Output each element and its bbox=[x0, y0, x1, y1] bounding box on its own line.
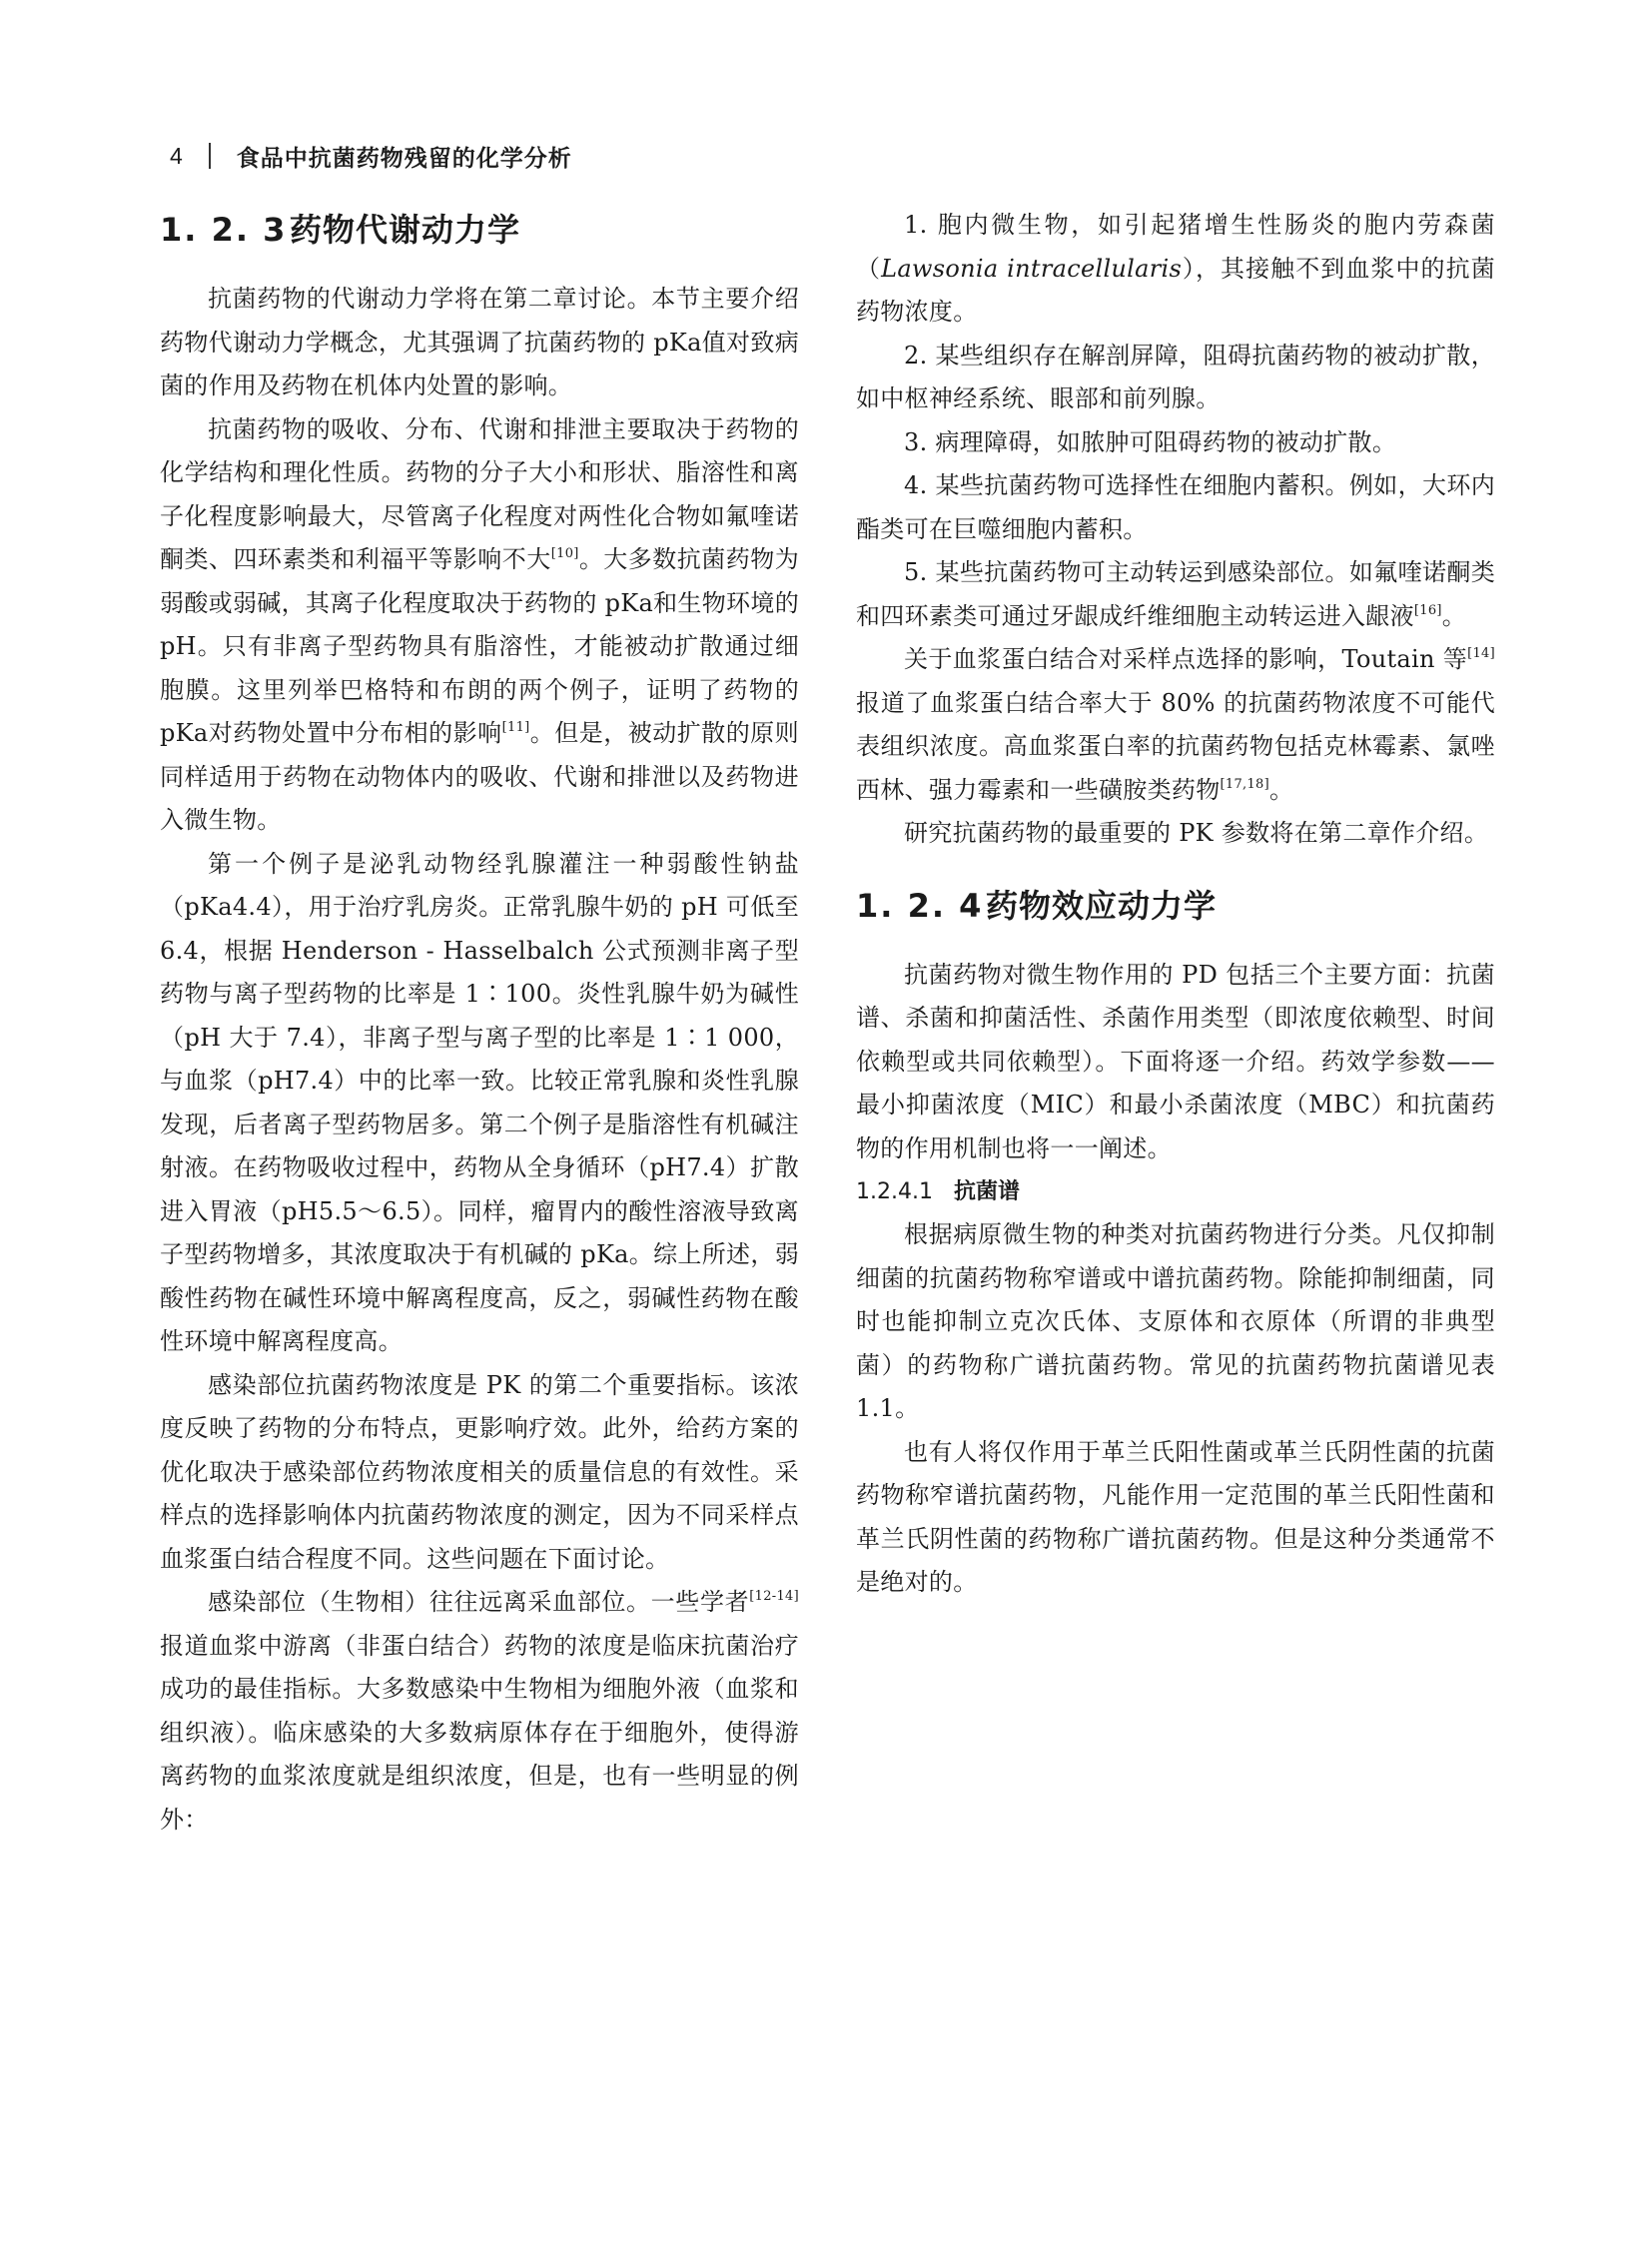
left-column bbox=[160, 204, 799, 1842]
citation: [11] bbox=[501, 720, 530, 735]
header-divider bbox=[209, 143, 211, 169]
section-title: 药物代谢动力学 bbox=[290, 211, 521, 249]
paragraph: 关于血浆蛋白结合对采样点选择的影响，Toutain 等[14]报道了血浆蛋白结合率大于 80% 的抗菌药物浓度不可能代表组织浓度。高血浆蛋白率的抗菌药物包括克林霉素、氯唑西林、强力霉素和一些磺胺类药物[17,18]。 bbox=[856, 645, 1495, 804]
section-heading-1-2-4 bbox=[856, 880, 1495, 932]
paragraph: 抗菌药物对微生物作用的 PD 包括三个主要方面：抗菌谱、杀菌和抑菌活性、杀菌作用类型（即浓度依赖型、时间依赖型或共同依赖型）。下面将逐一介绍。药效学参数——最小抑菌浓度（MIC）和最小杀菌浓度（MBC）和抗菌药物的作用机制也将一一阐述。 bbox=[856, 960, 1495, 1162]
species-name: Lawsonia intracellularis bbox=[881, 254, 1183, 283]
paragraph: 抗菌药物的代谢动力学将在第二章讨论。本节主要介绍药物代谢动力学概念，尤其强调了抗菌药物的 pKa值对致病菌的作用及药物在机体内处置的影响。 bbox=[160, 285, 799, 399]
list-item: 2. 某些组织存在解剖屏障，阻碍抗菌药物的被动扩散，如中枢神经系统、眼部和前列腺。 bbox=[856, 341, 1495, 412]
paragraph: 根据病原微生物的种类对抗菌药物进行分类。凡仅抑制细菌的抗菌药物称窄谱或中谱抗菌药物。除能抑制细菌，同时也能抑制立克次氏体、支原体和衣原体（所谓的非典型菌）的药物称广谱抗菌药物。常见的抗菌药物抗菌谱见表 1.1。 bbox=[856, 1220, 1495, 1422]
paragraph: 感染部位抗菌药物浓度是 PK 的第二个重要指标。该浓度反映了药物的分布特点，更影响疗效。此外，给药方案的优化取决于感染部位药物浓度相关的质量信息的有效性。采样点的选择影响体内抗菌药物浓度的测定，因为不同采样点血浆蛋白结合程度不同。这些问题在下面讨论。 bbox=[160, 1370, 799, 1573]
section-title: 药物效应动力学 bbox=[986, 886, 1218, 925]
paragraph: 也有人将仅作用于革兰氏阳性菌或革兰氏阴性菌的抗菌药物称窄谱抗菌药物，凡能作用一定范围的革兰氏阳性菌和革兰氏阴性菌的药物称广谱抗菌药物。但是这种分类通常不是绝对的。 bbox=[856, 1437, 1495, 1596]
section-number: 1. 2. 3 bbox=[160, 211, 288, 249]
paragraph: 抗菌药物的吸收、分布、代谢和排泄主要取决于药物的化学结构和理化性质。药物的分子大小和形状、脂溶性和离子化程度影响最大，尽管离子化程度对两性化合物如氟喹诺酮类、四环素类和利福平等影响不大[10]。大多数抗菌药物为弱酸或弱碱，其离子化程度取决于药物的 pKa和生物环境的 pH。只有非离子型药物具有脂溶性，才能被动扩散通过细胞膜。这里列举巴格特和布朗的两个例子，证明了药物的 pKa对药物处置中分布相的影响[11]。但是，被动扩散的原则同样适用于药物在动物体内的吸收、代谢和排泄以及药物进入微生物。 bbox=[160, 414, 799, 834]
section-heading-1-2-3 bbox=[160, 204, 799, 256]
list-item: 1. 胞内微生物，如引起猪增生性肠炎的胞内劳森菌（Lawsonia intracellularis），其接触不到血浆中的抗菌药物浓度。 bbox=[856, 211, 1495, 326]
subsection-number: 1.2.4.1 bbox=[856, 1179, 933, 1204]
paragraph: 第一个例子是泌乳动物经乳腺灌注一种弱酸性钠盐（pKa4.4），用于治疗乳房炎。正常乳腺牛奶的 pH 可低至 6.4，根据 Henderson - Hasselbalch 公式预测非离子型药物与离子型药物的比率是 1∶100。炎性乳腺牛奶为碱性（pH 大于 7.4），非离子型与离子型的比率是 1∶1 000，与血浆（pH7.4）中的比率一致。比较正常乳腺和炎性乳腺发现，后者离子型药物居多。第二个例子是脂溶性有机碱注射液。在药物吸收过程中，药物从全身循环（pH7.4）扩散进入胃液（pH5.5～6.5）。同样，瘤胃内的酸性溶液导致离子型药物增多，其浓度取决于有机碱的 pKa。综上所述，弱酸性药物在碱性环境中解离程度高，反之，弱碱性药物在酸性环境中解离程度高。 bbox=[160, 849, 799, 1355]
subsection-heading-1-2-4-1 bbox=[856, 1170, 1495, 1213]
list-item: 5. 某些抗菌药物可主动转运到感染部位。如氟喹诺酮类和四环素类可通过牙龈成纤维细胞主动转运进入龈液[16]。 bbox=[856, 558, 1495, 630]
citation: [12-14] bbox=[749, 1589, 799, 1604]
citation: [16] bbox=[1413, 602, 1442, 618]
subsection-title: 抗菌谱 bbox=[954, 1179, 1021, 1204]
list-item: 4. 某些抗菌药物可选择性在细胞内蓄积。例如，大环内酯类可在巨噬细胞内蓄积。 bbox=[856, 471, 1495, 543]
paragraph: 研究抗菌药物的最重要的 PK 参数将在第二章作介绍。 bbox=[904, 819, 1489, 847]
running-head bbox=[170, 136, 572, 176]
citation: [10] bbox=[550, 546, 579, 561]
citation: [17,18] bbox=[1220, 776, 1269, 792]
list-item: 3. 病理障碍，如脓肿可阻碍药物的被动扩散。 bbox=[904, 427, 1397, 456]
section-number: 1. 2. 4 bbox=[856, 886, 984, 925]
book-title: 食品中抗菌药物残留的化学分析 bbox=[236, 145, 572, 172]
citation: [14] bbox=[1467, 646, 1495, 661]
right-column bbox=[856, 204, 1495, 1605]
page-number: 4 bbox=[170, 142, 183, 169]
paragraph: 感染部位（生物相）往往远离采血部位。一些学者[12-14]报道血浆中游离（非蛋白结合）药物的浓度是临床抗菌治疗成功的最佳指标。大多数感染中生物相为细胞外液（血浆和组织液）。临床感染的大多数病原体存在于细胞外，使得游离药物的血浆浓度就是组织浓度，但是，也有一些明显的例外： bbox=[160, 1588, 799, 1834]
